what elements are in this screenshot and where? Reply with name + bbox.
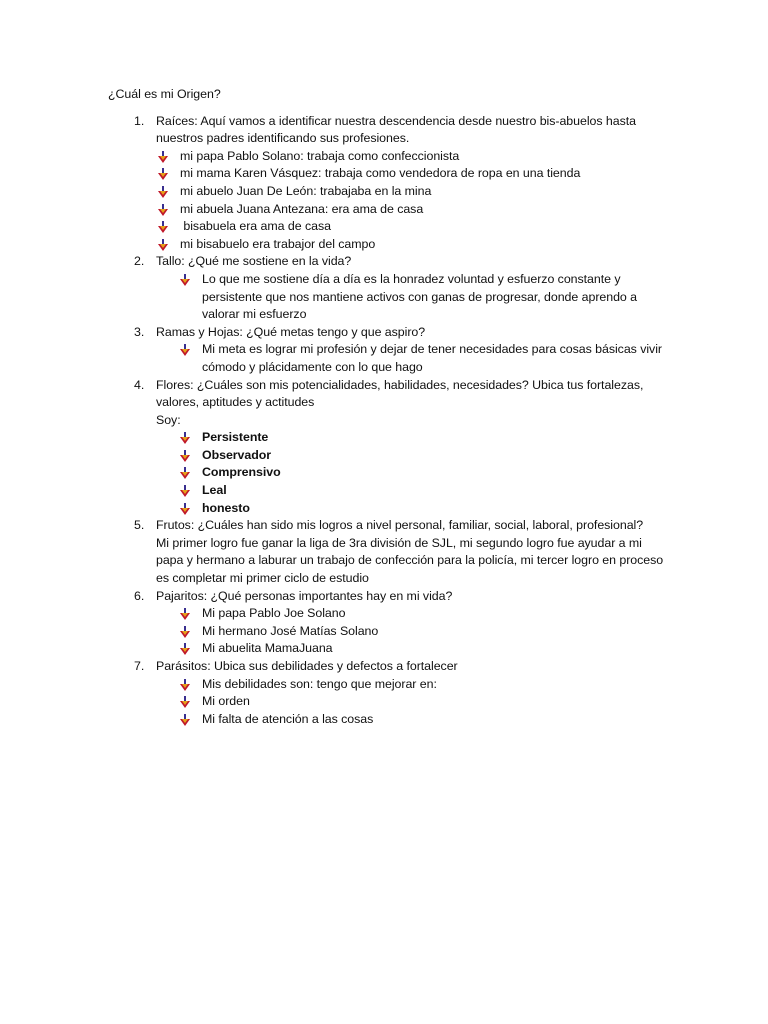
arrow-bullet-icon — [158, 204, 168, 216]
list-item-text: Tallo: ¿Qué me sostiene en la vida? — [156, 254, 352, 269]
bullet-item: Comprensivo — [156, 464, 668, 482]
list-number: 6. — [134, 588, 145, 603]
document-title: ¿Cuál es mi Origen? — [108, 87, 221, 101]
list-number: 7. — [134, 659, 145, 673]
list-item-text: Frutos: ¿Cuáles han sido mis logros a nivel personal, familiar, social, laboral, profesional? — [156, 518, 644, 533]
bullet-item: Leal — [156, 482, 668, 500]
list-item-2 — [108, 253, 668, 323]
list-item-text: Ramas y Hojas: ¿Qué metas tengo y que aspiro? — [156, 324, 426, 339]
arrow-bullet-icon — [158, 221, 168, 233]
bullet-item: Mis debilidades son: tengo que mejorar en: — [156, 676, 668, 694]
list-number: 5. — [134, 518, 145, 533]
bullet-item: mi bisabuelo era trabajor del campo — [156, 236, 668, 254]
bullet-list — [156, 148, 668, 254]
arrow-bullet-icon — [180, 344, 190, 356]
bullet-item: honesto — [156, 500, 668, 518]
bullet-item: Mi abuelita MamaJuana — [156, 640, 668, 658]
bullet-item: Observador — [156, 447, 668, 465]
list-item-5 — [108, 517, 668, 587]
list-item-text: Pajaritos: ¿Qué personas importantes hay en mi vida? — [156, 588, 453, 603]
arrow-bullet-icon — [180, 714, 190, 726]
list-item-text: Flores: ¿Cuáles son mis potencialidades, habilidades, necesidades? Ubica tus fortalezas, valores, aptitudes y actitudes — [156, 377, 644, 410]
arrow-bullet-icon — [180, 450, 190, 462]
bullet-list — [156, 341, 668, 376]
arrow-bullet-icon — [180, 274, 190, 286]
arrow-bullet-icon — [158, 168, 168, 180]
bullet-item: mi papa Pablo Solano: trabaja como confeccionista — [156, 148, 668, 166]
bullet-item: bisabuela era ama de casa — [156, 218, 668, 236]
arrow-bullet-icon — [180, 485, 190, 497]
arrow-bullet-icon — [180, 608, 190, 620]
numbered-list — [108, 113, 668, 729]
bullet-list — [156, 271, 668, 324]
list-item-text: Parásitos: Ubica sus debilidades y defectos a fortalecer — [156, 659, 458, 673]
bullet-item: mi abuela Juana Antezana: era ama de casa — [156, 201, 668, 219]
bullet-item: Mi papa Pablo Joe Solano — [156, 605, 668, 623]
arrow-bullet-icon — [158, 151, 168, 163]
list-number: 4. — [134, 377, 145, 392]
list-item-4 — [108, 377, 668, 518]
bullet-item: mi mama Karen Vásquez: trabaja como vendedora de ropa en una tienda — [156, 165, 668, 183]
arrow-bullet-icon — [180, 679, 190, 691]
bullet-list — [156, 429, 668, 517]
arrow-bullet-icon — [180, 626, 190, 638]
bullet-item: Persistente — [156, 429, 668, 447]
bullet-item: Mi falta de atención a las cosas — [156, 711, 668, 729]
list-item-3 — [108, 324, 668, 377]
bullet-item: mi abuelo Juan De León: trabajaba en la mina — [156, 183, 668, 201]
arrow-bullet-icon — [180, 467, 190, 479]
bullet-item: Mi meta es lograr mi profesión y dejar de tener necesidades para cosas básicas vivir cómodo y plácidamente con lo que hago — [156, 341, 668, 376]
arrow-bullet-icon — [180, 696, 190, 708]
arrow-bullet-icon — [180, 503, 190, 515]
bullet-item: Lo que me sostiene día a día es la honradez voluntad y esfuerzo constante y persistente que nos mantiene activos con ganas de progresar, donde aprendo a valorar mi esfuerzo — [156, 271, 668, 324]
bullet-list — [156, 676, 668, 729]
bullet-list — [156, 605, 668, 658]
list-item-subtext: Mi primer logro fue ganar la liga de 3ra división de SJL, mi segundo logro fue ayudar a mi papa y hermano a laburar un trabajo de confección para la policía, mi tercer logro en proceso es completar mi primer ciclo de estudio — [156, 535, 664, 586]
arrow-bullet-icon — [158, 239, 168, 251]
list-item-6 — [108, 588, 668, 658]
list-number: 1. — [134, 113, 145, 128]
list-number: 3. — [134, 324, 145, 339]
arrow-bullet-icon — [180, 643, 190, 655]
document-body — [108, 86, 668, 728]
list-item-7 — [108, 658, 668, 728]
list-item-subtext: Soy: — [156, 412, 181, 427]
arrow-bullet-icon — [158, 186, 168, 198]
list-item-text: Raíces: Aquí vamos a identificar nuestra descendencia desde nuestro bis-abuelos hasta nuestros padres identificando sus profesiones. — [156, 113, 636, 146]
bullet-item: Mi orden — [156, 693, 668, 711]
arrow-bullet-icon — [180, 432, 190, 444]
list-number: 2. — [134, 254, 145, 269]
list-item-1 — [108, 113, 668, 254]
bullet-item: Mi hermano José Matías Solano — [156, 623, 668, 641]
